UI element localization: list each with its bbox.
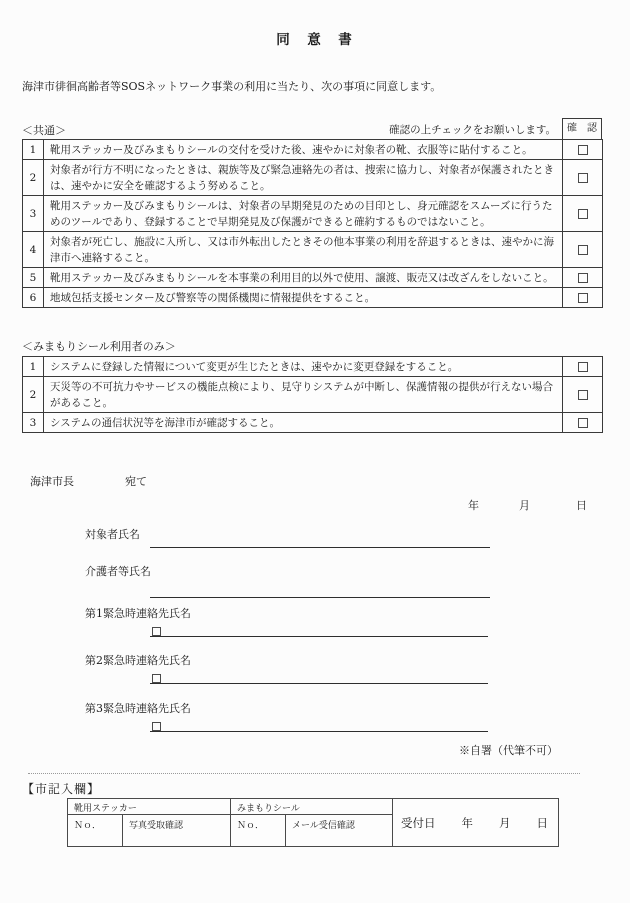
confirm-checkbox[interactable] bbox=[578, 209, 588, 219]
confirm-checkbox[interactable] bbox=[578, 390, 588, 400]
intro-text: 海津市徘徊高齢者等SOSネットワーク事業の利用に当たり、次の事項に同意します。 bbox=[22, 80, 442, 93]
confirm-checkbox[interactable] bbox=[578, 145, 588, 155]
row-number: 6 bbox=[23, 288, 44, 308]
self-signature-note: ※自署（代筆不可） bbox=[459, 744, 558, 757]
shoe-sticker-header-cell: 靴用ステッカー bbox=[68, 799, 231, 815]
row-number: 3 bbox=[23, 196, 44, 232]
row-text: 天災等の不可抗力やサービスの機能点検により、見守りシステムが中断し、保護情報の提供が行えない場合があること。 bbox=[44, 377, 563, 413]
confirm-checkbox[interactable] bbox=[578, 173, 588, 183]
table-row bbox=[23, 140, 603, 160]
row-number: 3 bbox=[23, 413, 44, 433]
emergency-contact-2-line[interactable] bbox=[150, 683, 488, 684]
emergency-contact-2-checkbox[interactable] bbox=[152, 674, 161, 683]
signature-field-label: 第3緊急時連絡先氏名 bbox=[85, 702, 191, 715]
receipt-month-label: 月 bbox=[499, 815, 511, 830]
table-row bbox=[23, 160, 603, 196]
confirm-checkbox[interactable] bbox=[578, 293, 588, 303]
confirm-checkbox[interactable] bbox=[578, 273, 588, 283]
section-heading-common: ＜共通＞ bbox=[22, 124, 66, 137]
signature-field-label: 介護者等氏名 bbox=[85, 565, 151, 578]
check-instruction-note: 確認の上チェックをお願いします。 bbox=[389, 124, 556, 136]
signature-field-label: 対象者氏名 bbox=[85, 528, 140, 541]
confirm-checkbox[interactable] bbox=[578, 245, 588, 255]
date-month-label: 月 bbox=[519, 499, 530, 512]
seal-consent-table bbox=[22, 356, 603, 433]
emergency-contact-3-checkbox[interactable] bbox=[152, 722, 161, 731]
seal-no-cell[interactable]: Ｎｏ． bbox=[231, 815, 286, 847]
table-row bbox=[23, 377, 603, 413]
confirm-checkbox[interactable] bbox=[578, 418, 588, 428]
confirm-column-header: 確 認 bbox=[562, 118, 602, 140]
receipt-day-label: 日 bbox=[536, 815, 549, 830]
section-heading-seal-users: ＜みまもりシール利用者のみ＞ bbox=[22, 340, 176, 353]
table-row bbox=[23, 357, 603, 377]
sticker-no-cell[interactable]: Ｎｏ． bbox=[68, 815, 123, 847]
target-name-line[interactable] bbox=[150, 547, 490, 548]
addressee-suffix: 宛て bbox=[125, 475, 147, 488]
row-text: 対象者が死亡し、施設に入所し、又は市外転出したときその他本事業の利用を辞退するときは、速やかに海津市へ連絡すること。 bbox=[44, 232, 563, 268]
office-use-table bbox=[67, 798, 559, 847]
table-row bbox=[23, 268, 603, 288]
table-row bbox=[23, 413, 603, 433]
emergency-contact-1-checkbox[interactable] bbox=[152, 627, 161, 636]
document-title: 同 意 書 bbox=[276, 32, 354, 48]
signature-field-label: 第2緊急時連絡先氏名 bbox=[85, 654, 191, 667]
signature-field-label: 第1緊急時連絡先氏名 bbox=[85, 607, 191, 620]
row-text: 靴用ステッカー及びみまもりシールの交付を受けた後、速やかに対象者の靴、衣服等に貼付すること。 bbox=[44, 140, 563, 160]
row-number: 2 bbox=[23, 377, 44, 413]
table-row bbox=[23, 288, 603, 308]
caregiver-name-line[interactable] bbox=[150, 597, 490, 598]
emergency-contact-1-line[interactable] bbox=[150, 636, 488, 637]
row-text: システムの通信状況等を海津市が確認すること。 bbox=[44, 413, 563, 433]
receipt-date-cell[interactable] bbox=[393, 799, 559, 847]
addressee-label: 海津市長 bbox=[30, 475, 74, 488]
table-row bbox=[23, 232, 603, 268]
row-number: 5 bbox=[23, 268, 44, 288]
row-text: 地域包括支援センター及び警察等の関係機関に情報提供をすること。 bbox=[44, 288, 563, 308]
row-text: システムに登録した情報について変更が生じたときは、速やかに変更登録をすること。 bbox=[44, 357, 563, 377]
row-text: 靴用ステッカー及びみまもりシールを本事業の利用目的以外で使用、譲渡、販売又は改ざんをしないこと。 bbox=[44, 268, 563, 288]
row-number: 1 bbox=[23, 357, 44, 377]
mail-receipt-cell[interactable]: メール受信確認 bbox=[286, 815, 393, 847]
row-number: 1 bbox=[23, 140, 44, 160]
row-text: 靴用ステッカー及びみまもりシールは、対象者の早期発見のための目印とし、身元確認をスムーズに行うためのツールであり、登録することで早期発見及び保護ができると確約するものではないこと。 bbox=[44, 196, 563, 232]
common-consent-table bbox=[22, 139, 603, 308]
receipt-year-label: 年 bbox=[461, 815, 474, 830]
row-number: 4 bbox=[23, 232, 44, 268]
mimamori-seal-header-cell: みまもりシール bbox=[231, 799, 393, 815]
row-number: 2 bbox=[23, 160, 44, 196]
photo-receipt-cell[interactable]: 写真受取確認 bbox=[123, 815, 231, 847]
receipt-date-label: 受付日 bbox=[401, 815, 436, 830]
table-row bbox=[23, 196, 603, 232]
date-year-label: 年 bbox=[468, 499, 479, 512]
office-use-heading: 【市記入欄】 bbox=[22, 782, 101, 796]
date-day-label: 日 bbox=[576, 499, 587, 512]
section-divider bbox=[28, 773, 580, 774]
row-text: 対象者が行方不明になったときは、親族等及び緊急連絡先の者は、捜索に協力し、対象者が保護されたときは、速やかに安全を確認するよう努めること。 bbox=[44, 160, 563, 196]
confirm-checkbox[interactable] bbox=[578, 362, 588, 372]
emergency-contact-3-line[interactable] bbox=[150, 731, 488, 732]
